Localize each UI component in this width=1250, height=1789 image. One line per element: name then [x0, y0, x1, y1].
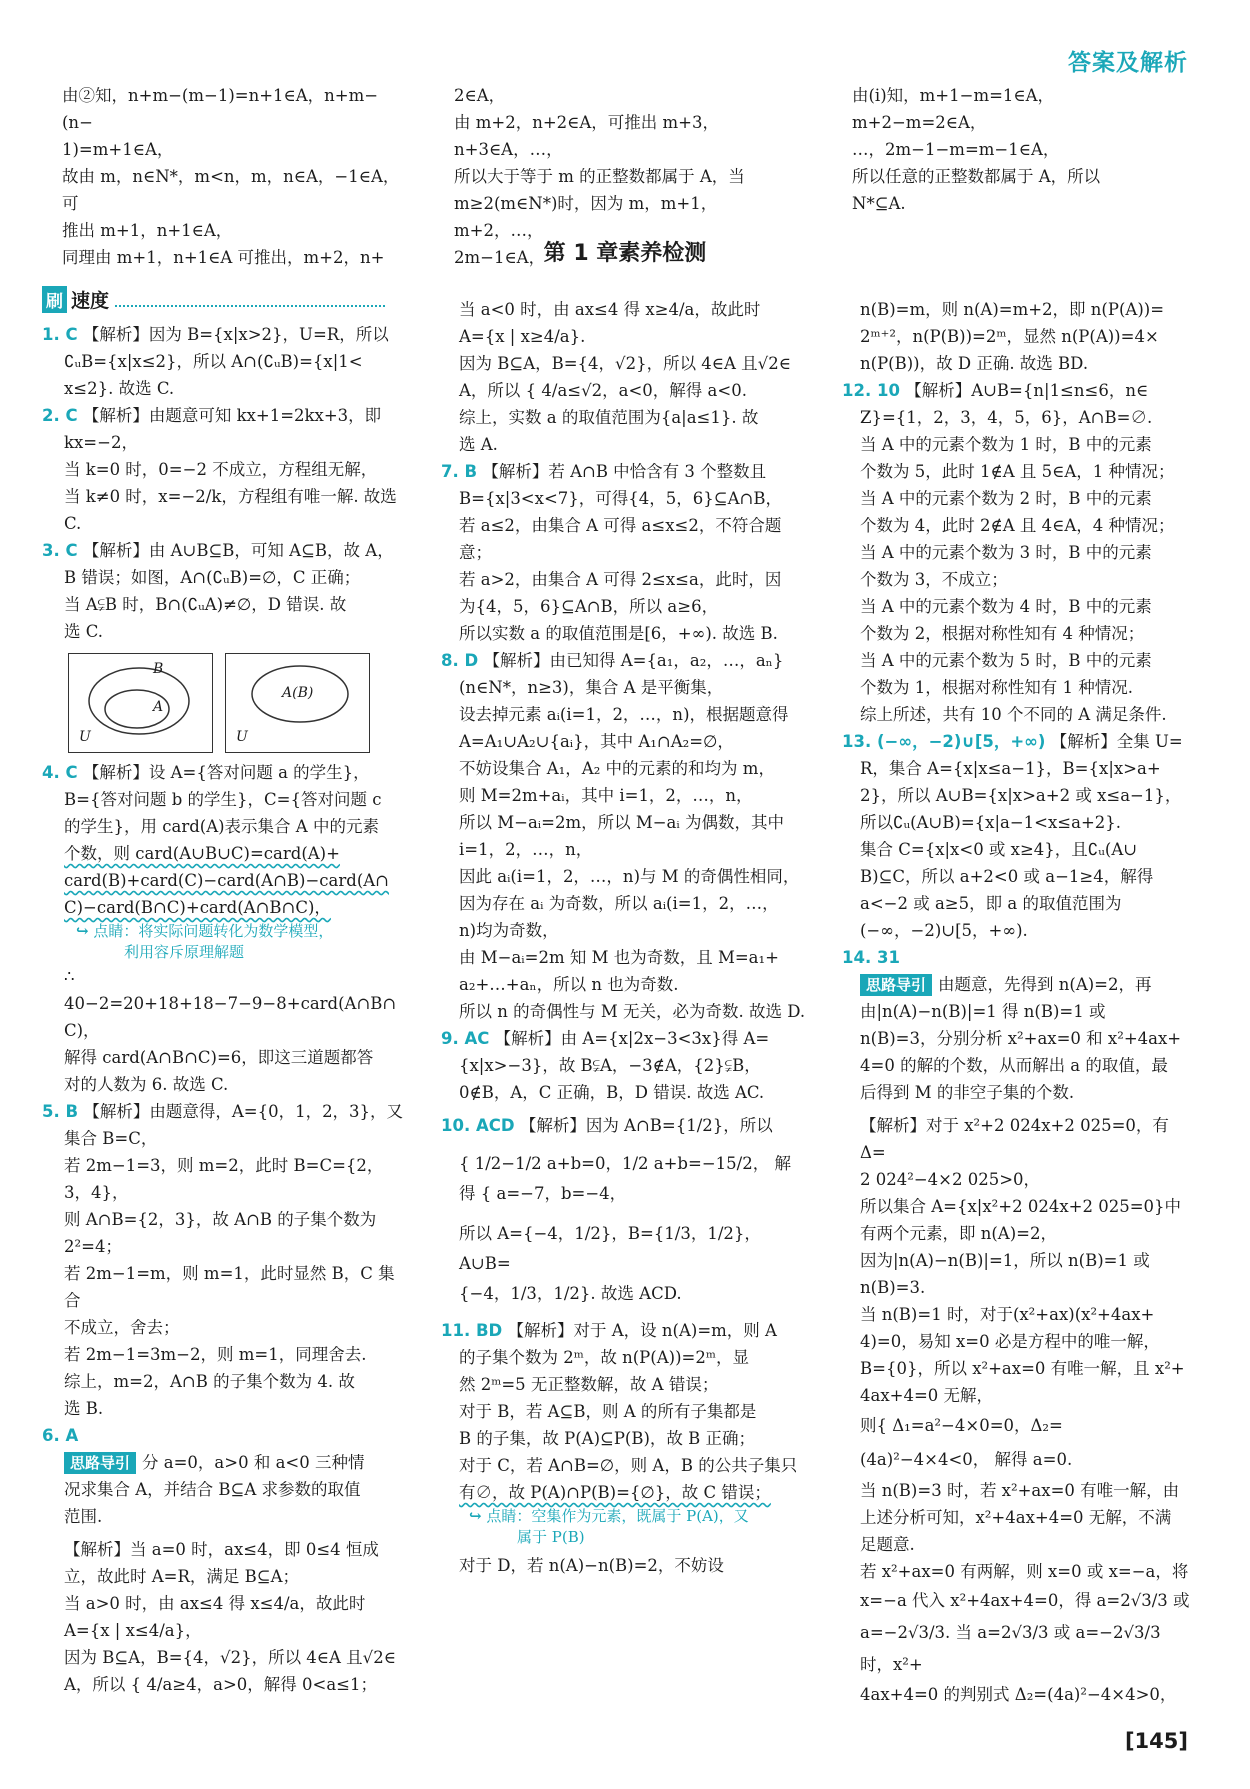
text-line: …，2m−1−m=m−1∈A，: [852, 140, 1060, 159]
text-line: 个数为 3，不成立；: [860, 570, 1008, 589]
tip-text: 点睛：将实际问题转化为数学模型，: [93, 922, 334, 940]
text-line: 当 A 中的元素个数为 2 时，B 中的元素: [860, 489, 1152, 508]
text-line: 由 M−aᵢ=2m 知 M 也为奇数，且 M=a₁+: [459, 948, 779, 967]
venn-diagram-subset: [68, 653, 213, 753]
text-line: 综上，实数 a 的取值范围为{a|a≤1}. 故: [459, 408, 759, 427]
answer-column-2: [441, 296, 806, 1579]
text-line: a₂+…+aₙ，所以 n 也为奇数.: [459, 975, 679, 994]
answer-number: 14. 31: [842, 948, 900, 967]
text-line: m≥2(m∈N*)时，因为 m，m+1，m+2，…，: [454, 194, 718, 240]
text-line: 为{4，5，6}⊆A∩B，所以 a≥6，: [459, 597, 719, 616]
text-line: B={答对问题 b 的学生}，C={答对问题 c: [64, 790, 382, 809]
text-line: 【解析】由 A∪B⊆B，可知 A⊆B，故 A，: [82, 541, 394, 560]
text-line: 【解析】设 A={答对问题 a 的学生}，: [82, 763, 370, 782]
text-line: 的子集个数为 2ᵐ，故 n(P(A))=2ᵐ，显: [459, 1348, 749, 1367]
text-line: 2m−1∈A，: [454, 248, 546, 267]
text-line: 选 B.: [64, 1399, 104, 1418]
text-line: 个数为 2，根据对称性知有 4 种情况；: [860, 624, 1145, 643]
text-line: 【解析】由 A={x|2x−3<3x}得 A=: [494, 1029, 770, 1048]
tip-note: [441, 1506, 806, 1548]
text-line: 【解析】由题意得，A={0，1，2，3}，又: [83, 1102, 404, 1121]
text-line: (n∈N*，n≥3)，集合 A 是平衡集，: [459, 678, 724, 697]
brush-mark-icon: 刷: [42, 286, 67, 313]
text-line: 当 A 中的元素个数为 3 时，B 中的元素: [860, 543, 1152, 562]
text-line: 当 n(B)=1 时，对于(x²+ax)(x²+4ax+: [860, 1305, 1155, 1324]
text-line: 因此 aᵢ(i=1，2，…，n)与 M 的奇偶性相同，: [459, 867, 800, 886]
text-line: 若 2m−1=3m−2，则 m=1，同理舍去.: [64, 1345, 367, 1364]
answer-number: 2. C: [42, 406, 78, 425]
text-line: 由题意，先得到 n(A)=2，再: [938, 975, 1152, 994]
section-title: 第 1 章素养检测: [543, 241, 707, 266]
text-line: 的学生}，用 card(A)表示集合 A 中的元素: [64, 817, 379, 836]
tip-note: [42, 921, 404, 963]
text-line: 【解析】由题意可知 kx+1=2kx+3，即: [82, 406, 382, 425]
text-line: B={0}，所以 x²+ax=0 有唯一解，且 x²+: [860, 1359, 1185, 1378]
text-line: 有两个元素，即 n(A)=2，: [860, 1224, 1057, 1243]
text-line: 个数为 1，根据对称性知有 1 种情况.: [860, 678, 1133, 697]
text-line: 集合 B=C，: [64, 1129, 158, 1148]
text-line: 所以实数 a 的取值范围是[6，+∞). 故选 B.: [459, 624, 778, 643]
text-line: 若 2m−1=3，则 m=2，此时 B=C={2，3，4}，: [64, 1156, 384, 1202]
text-line: n(B)=m，则 n(A)=m+2，即 n(P(A))=: [860, 300, 1165, 319]
venn-label-u: U: [79, 729, 91, 745]
answer-number: 13. (−∞，−2)∪[5，+∞): [842, 732, 1046, 751]
text-line: (−∞，−2)∪[5，+∞).: [860, 921, 1028, 940]
text-line: 4=0 的解的个数，从而解出 a 的取值，最: [860, 1056, 1168, 1075]
text-line: 个数为 4，此时 2∉A 且 4∈A，4 种情况；: [860, 516, 1175, 535]
text-line: A={x | x≥4/a}.: [459, 327, 586, 346]
tip-icon: ↪: [469, 1507, 482, 1525]
answer-number: 8. D: [441, 651, 479, 670]
text-line: R，集合 A={x|x≤a−1}，B={x|x>a+: [860, 759, 1161, 778]
text-line: A={x | x≤4/a}，: [64, 1621, 202, 1640]
set-b-ellipse: [89, 668, 189, 734]
text-line: 2 024²−4×2 025>0，: [860, 1170, 1041, 1189]
venn-label-ab: A(B): [282, 685, 314, 701]
text-line: 2ᵐ⁺²，n(P(B))=2ᵐ，显然 n(P(A))=4×: [860, 327, 1159, 346]
text-line: 解得 card(A∩B∩C)=6，即这三道题都答: [64, 1048, 374, 1067]
text-line: 综上，m=2，A∩B 的子集个数为 4. 故: [64, 1372, 355, 1391]
top-column-3: [852, 82, 1188, 217]
text-line: 同理由 m+1，n+1∈A 可推出，m+2，n+: [62, 248, 385, 267]
text-line: 选 A.: [459, 435, 498, 454]
text-line: 则{ Δ₁=a²−4×0=0，Δ₂=(4a)²−4×4<0， 解得 a=0.: [860, 1416, 1073, 1469]
text-line: 当 n(B)=3 时，若 x²+ax=0 有唯一解，由: [860, 1481, 1180, 1500]
text-line: 所以 M−aᵢ=2m，所以 M−aᵢ 为偶数，其中: [459, 813, 784, 832]
text-line: A=A₁∪A₂∪{aᵢ}，其中 A₁∩A₂=∅，: [459, 732, 734, 751]
text-line: 上述分析可知，x²+4ax+4=0 无解，不满: [860, 1508, 1172, 1527]
answer-number: 6. A: [42, 1426, 79, 1445]
answer-number: 5. B: [42, 1102, 79, 1121]
text-line: 所以 A={−4，1/2}，B={1/3，1/2}，A∪B=: [459, 1224, 761, 1273]
text-line: 当 a<0 时，由 ax≤4 得 x≥4/a，故此时: [459, 300, 761, 319]
text-line: 【解析】因为 B={x|x>2}，U=R，所以: [82, 325, 389, 344]
text-line: 不成立，舍去；: [64, 1318, 180, 1337]
hint-label: 思路导引: [860, 974, 932, 996]
text-line: { 1/2−1/2 a+b=0，1/2 a+b=−15/2， 解得 { a=−7，b=−4，: [459, 1154, 791, 1203]
venn-label-u: U: [236, 729, 248, 745]
text-line: {−4，1/3，1/2}. 故选 ACD.: [459, 1284, 682, 1303]
text-line: 【解析】对于 A，设 n(A)=m，则 A: [507, 1321, 777, 1340]
text-line: 因为|n(A)−n(B)|=1，所以 n(B)=1 或: [860, 1251, 1150, 1270]
text-line: 2}，所以 A∪B={x|x>a+2 或 x≤a−1}，: [860, 786, 1182, 805]
tip-text: 属于 P(B): [517, 1528, 585, 1546]
text-line: 当 k≠0 时，x=−2/k，方程组有唯一解. 故选 C.: [64, 487, 397, 533]
text-line: 选 C.: [64, 622, 104, 641]
text-line: 对的人数为 6. 故选 C.: [64, 1075, 229, 1094]
text-line: n(P(B))，故 D 正确. 故选 BD.: [860, 354, 1089, 373]
text-line: 推出 m+1，n+1∈A，: [62, 221, 233, 240]
venn-label-b: B: [153, 661, 164, 677]
answer-column-1: [42, 321, 404, 1698]
text-line: 2∈A，: [454, 86, 506, 105]
text-line: N*⊆A.: [852, 194, 906, 213]
header-title: 答案及解析: [1068, 50, 1188, 76]
text-line: 综上所述，共有 10 个不同的 A 满足条件.: [860, 705, 1167, 724]
text-line: 况求集合 A，并结合 B⊆A 求参数的取值: [64, 1480, 361, 1499]
text-line: 不妨设集合 A₁，A₂ 中的元素的和均为 m，: [459, 759, 775, 778]
text-line: 4ax+4=0 的判别式 Δ₂=(4a)²−4×4>0，: [860, 1685, 1177, 1704]
text-line: 分 a=0，a>0 和 a<0 三种情: [142, 1453, 365, 1472]
text-line: A，所以 { 4/a≥4，a>0，解得 0<a≤1；: [64, 1675, 378, 1694]
text-line: 【解析】当 a=0 时，ax≤4，即 0≤4 恒成: [64, 1540, 379, 1559]
text-line: kx=−2，: [64, 433, 138, 452]
text-line: 4)=0，易知 x=0 必是方程中的唯一解，: [860, 1332, 1160, 1351]
tip-icon: ↪: [76, 922, 89, 940]
text-line: 集合 C={x|x<0 或 x≥4}，且∁ᵤ(A∪: [860, 840, 1138, 859]
text-line: 个数为 5，此时 1∉A 且 5∈A，1 种情况；: [860, 462, 1175, 481]
text-line: 所以∁ᵤ(A∪B)={x|a−1<x≤a+2}.: [860, 813, 1122, 832]
text-line: C)，: [64, 1021, 100, 1040]
text-line: 当 k=0 时，0=−2 不成立，方程组无解，: [64, 460, 378, 479]
text-line: 当 a>0 时，由 ax≤4 得 x≤4/a，故此时: [64, 1594, 366, 1613]
text-line: 【解析】由已知得 A={a₁，a₂，…，aₙ}: [483, 651, 784, 670]
text-line: 因为 B⊆A，B={4，√2}，所以 4∈A 且√2∈: [64, 1648, 396, 1667]
text-line: 所以大于等于 m 的正整数都属于 A，当: [454, 167, 745, 186]
page-number-value: 145: [1134, 1729, 1179, 1753]
text-line: 对于 C，若 A∩B=∅，则 A，B 的公共子集只: [459, 1456, 798, 1475]
text-line: 【解析】因为 A∩B={1/2}，所以: [519, 1116, 773, 1135]
text-line: 然 2ᵐ=5 无正整数解，故 A 错误；: [459, 1375, 719, 1394]
text-line: ∁ᵤB={x|x≤2}，所以 A∩(∁ᵤB)={x|1<: [64, 352, 363, 371]
text-line: 当 A⫋B 时，B∩(∁ᵤA)≠∅，D 错误. 故: [64, 595, 347, 614]
text-line: 【解析】全集 U=: [1050, 732, 1183, 751]
text-line: n(B)=3.: [860, 1278, 926, 1297]
tip-text: 点睛：空集作为元素，既属于 P(A)，又: [486, 1507, 749, 1525]
text-line: 所以任意的正整数都属于 A，所以: [852, 167, 1101, 186]
answer-number: 7. B: [441, 462, 478, 481]
text-line: a=−2√3/3. 当 a=2√3/3 或 a=−2√3/3 时，x²+: [860, 1623, 1161, 1674]
text-line: 若 a≤2，由集合 A 可得 a≤x≤2，不符合题意；: [459, 516, 782, 562]
text-line: 所以 n 的奇偶性与 M 无关，必为奇数. 故选 D.: [459, 1002, 806, 1021]
text-line: i=1，2，…，n，: [459, 840, 593, 859]
text-line: 设去掉元素 aᵢ(i=1，2，…，n)，根据题意得: [459, 705, 789, 724]
speed-label: 速度: [71, 290, 110, 312]
text-line: card(B)+card(C)−card(A∩B)−card(A∩: [64, 871, 390, 890]
text-line: 4ax+4=0 无解，: [860, 1386, 994, 1405]
text-line: 0∉B，A，C 正确，B，D 错误. 故选 AC.: [459, 1083, 765, 1102]
text-line: {x|x>−3}，故 B⫋A，−3∉A，{2}⫋B，: [459, 1056, 761, 1075]
text-line: B)⊆C，所以 a+2<0 或 a−1≥4，解得: [860, 867, 1154, 886]
hint-label: 思路导引: [64, 1452, 136, 1474]
answer-number: 10. ACD: [441, 1116, 515, 1135]
answer-number: 3. C: [42, 541, 78, 560]
text-line: C)−card(B∩C)+card(A∩B∩C)，: [64, 898, 331, 917]
text-line: 则 M=2m+aᵢ，其中 i=1，2，…，n，: [459, 786, 753, 805]
text-line: 由(ⅰ)知，m+1−m=1∈A，m+2−m=2∈A，: [852, 86, 1055, 132]
answer-column-3: [842, 296, 1192, 1708]
text-line: 【解析】对于 x²+2 024x+2 025=0，有 Δ=: [860, 1116, 1169, 1162]
answer-number: 4. C: [42, 763, 78, 782]
answer-number: 1. C: [42, 325, 78, 344]
venn-diagrams: [68, 653, 404, 753]
text-line: 对于 B，若 A⊆B，则 A 的所有子集都是: [459, 1402, 757, 1421]
text-line: 1)=m+1∈A，: [62, 140, 174, 159]
text-line: 范围.: [64, 1507, 103, 1526]
text-line: 当 A 中的元素个数为 4 时，B 中的元素: [860, 597, 1152, 616]
answer-number: 9. AC: [441, 1029, 490, 1048]
text-line: a<−2 或 a≥5，即 a 的取值范围为: [860, 894, 1122, 913]
text-line: 则 A∩B={2，3}，故 A∩B 的子集个数为: [64, 1210, 377, 1229]
text-line: 【解析】A∪B={n|1≤n≤6，n∈: [905, 381, 1149, 400]
text-line: 个数，则 card(A∪B∪C)=card(A)+: [64, 844, 340, 863]
text-line: 若 a>2，由集合 A 可得 2≤x≤a，此时，因: [459, 570, 782, 589]
text-line: x≤2}. 故选 C.: [64, 379, 175, 398]
text-line: 当 A 中的元素个数为 1 时，B 中的元素: [860, 435, 1152, 454]
venn-diagram-equal: [225, 653, 370, 753]
text-line: 所以集合 A={x|x²+2 024x+2 025=0}中: [860, 1197, 1182, 1216]
text-line: Z}={1，2，3，4，5，6}，A∩B=∅.: [860, 408, 1153, 427]
text-line: 由 m+2，n+2∈A，可推出 m+3，n+3∈A，…，: [454, 113, 720, 159]
text-line: 有∅，故 P(A)∩P(B)={∅}，故 C 错误；: [459, 1483, 771, 1502]
speed-badge: [42, 286, 385, 313]
page-number: [145]: [1124, 1729, 1188, 1753]
text-line: 故由 m，n∈N*，m<n，m，n∈A，−1∈A，可: [62, 167, 400, 213]
tip-text: 利用容斥原理解题: [124, 943, 245, 961]
answer-number: 12. 10: [842, 381, 900, 400]
text-line: 若 x²+ax=0 有两解，则 x=0 或 x=−a，将: [860, 1562, 1189, 1581]
text-line: 因为存在 aᵢ 为奇数，所以 aᵢ(i=1，2，…，: [459, 894, 779, 913]
text-line: B={x|3<x<7}，可得{4，5，6}⊆A∩B，: [459, 489, 782, 508]
text-line: B 的子集，故 P(A)⊆P(B)，故 B 正确；: [459, 1429, 756, 1448]
text-line: 【解析】若 A∩B 中恰含有 3 个整数且: [482, 462, 767, 481]
text-line: 若 2m−1=m，则 m=1，此时显然 B，C 集合: [64, 1264, 395, 1310]
text-line: 由②知，n+m−(m−1)=n+1∈A，n+m−(n−: [62, 86, 379, 132]
dotted-divider: [115, 293, 385, 307]
text-line: B 错误；如图，A∩(∁ᵤB)=∅，C 正确；: [64, 568, 361, 587]
text-line: 对于 D，若 n(A)−n(B)=2，不妨设: [459, 1556, 724, 1575]
text-line: 立，故此时 A=R，满足 B⊆A；: [64, 1567, 300, 1586]
text-line: 因为 B⊆A，B={4，√2}，所以 4∈A 且√2∈: [459, 354, 791, 373]
text-line: A，所以 { 4/a≤√2，a<0，解得 a<0.: [459, 381, 747, 400]
answer-number: 11. BD: [441, 1321, 503, 1340]
text-line: 2²=4；: [64, 1237, 122, 1256]
venn-label-a: A: [153, 699, 164, 715]
text-line: ∴ 40−2=20+18+18−7−9−8+card(A∩B∩: [64, 967, 397, 1013]
text-line: n)均为奇数，: [459, 921, 559, 940]
text-line: 足题意.: [860, 1535, 915, 1554]
text-line: x=−a 代入 x²+4ax+4=0，得 a=2√3/3 或: [860, 1591, 1190, 1610]
text-line: 后得到 M 的非空子集的个数.: [860, 1083, 1075, 1102]
text-line: 当 A 中的元素个数为 5 时，B 中的元素: [860, 651, 1152, 670]
text-line: 由|n(A)−n(B)|=1 得 n(B)=1 或: [860, 1002, 1106, 1021]
text-line: n(B)=3，分别分析 x²+ax=0 和 x²+4ax+: [860, 1029, 1182, 1048]
